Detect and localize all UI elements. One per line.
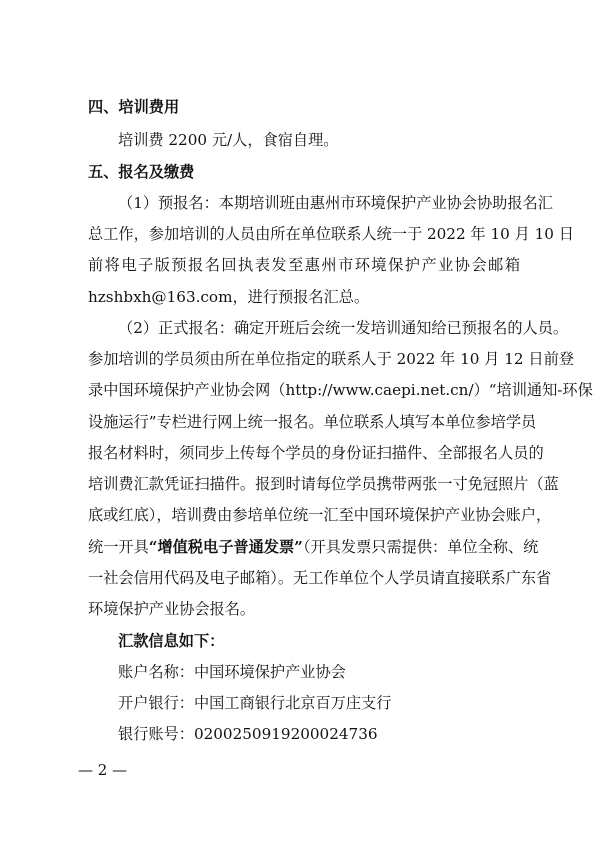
invoice-note-text: （开具发票只需提供：单位全称、统 [302,538,539,556]
training-fee-text: 培训费 2200 元/人，食宿自理。 [118,131,339,149]
formal-registration-line-9: 一社会信用代码及电子邮箱）。无工作单位个人学员请直接联系广东省 [88,569,552,587]
remittance-heading: 汇款信息如下： [118,632,225,650]
pre-registration-line-3: 前将电子版预报名回执表发至惠州市环境保护产业协会邮箱 [88,256,520,274]
formal-registration-line-2: 参加培训的学员须由所在单位指定的联系人于 2022 年 10 月 12 日前登 [88,350,574,368]
invoice-type-bold: “增值税电子普通发票” [148,538,303,556]
formal-registration-line-10: 环境保护产业协会报名。 [88,600,256,618]
formal-registration-line-5: 报名材料时，须同步上传每个学员的身份证扫描件、全部报名人员的 [88,444,544,462]
account-number: 银行账号：0200250919200024736 [118,725,378,743]
pre-registration-line-2: 总工作，参加培训的人员由所在单位联系人统一于 2022 年 10 月 10 日 [88,225,574,243]
section-5-heading: 五、报名及缴费 [88,163,195,181]
pre-registration-line-1: （1）预报名：本期培训班由惠州市环境保护产业协会协助报名汇 [118,194,553,212]
section-4-heading: 四、培训费用 [88,98,180,116]
formal-registration-line-1: （2）正式报名：确定开班后会统一发培训通知给已预报名的人员。 [118,319,569,337]
account-name: 账户名称：中国环境保护产业协会 [118,663,346,681]
invoice-prefix-text: 统一开具 [88,538,149,556]
page-number: — 2 — [78,761,128,779]
formal-registration-line-3: 录中国环境保护产业协会网（http://www.caepi.net.cn/）“培训通知-环保 [88,381,593,399]
formal-registration-line-8 [88,536,539,558]
bank-name: 开户银行：中国工商银行北京百万庄支行 [118,694,392,712]
formal-registration-line-7: 底或红底），培训费由参培单位统一汇至中国环境保护产业协会账户， [88,506,552,524]
formal-registration-line-6: 培训费汇款凭证扫描件。报到时请每位学员携带两张一寸免冠照片（蓝 [88,475,559,493]
formal-registration-line-4: 设施运行”专栏进行网上统一报名。单位联系人填写本单位参培学员 [88,413,537,431]
pre-registration-line-4: hzshbxh@163.com，进行预报名汇总。 [88,288,370,306]
